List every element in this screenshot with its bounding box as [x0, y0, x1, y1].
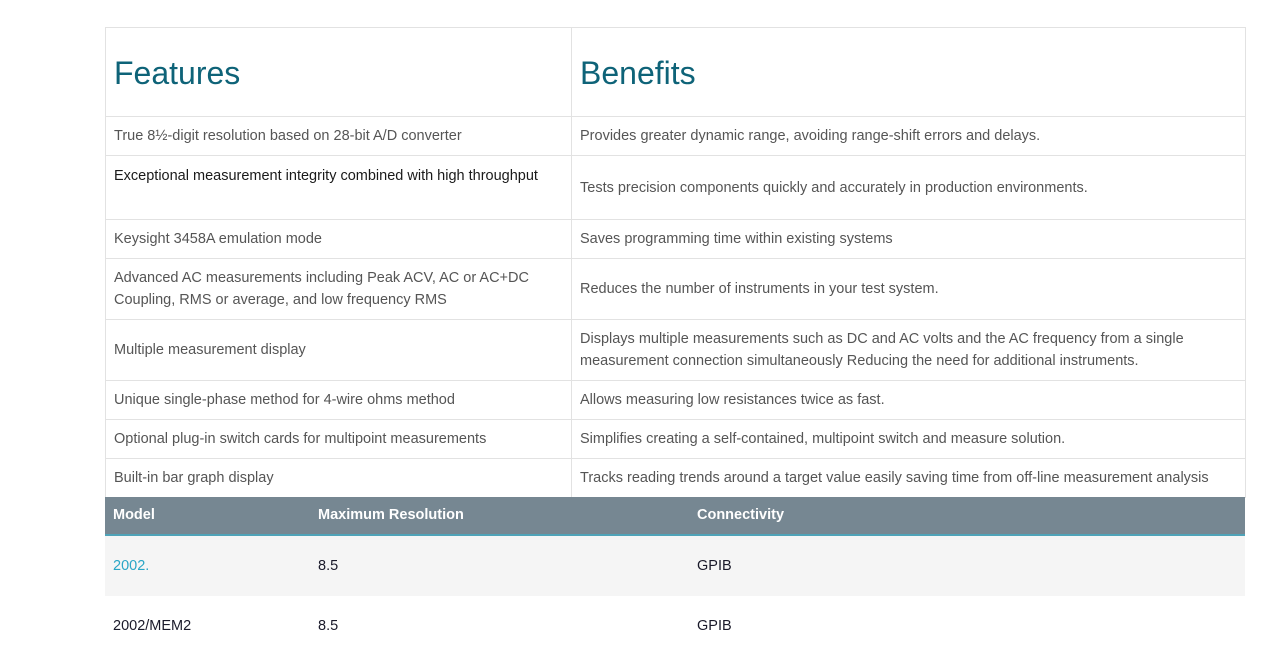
features-benefits-header-row	[106, 28, 1246, 117]
table-row	[106, 320, 1246, 381]
model-cell: 2002/MEM2	[113, 618, 192, 634]
feature-cell: Optional plug-in switch cards for multipoint measurements	[106, 420, 572, 459]
feature-cell: Advanced AC measurements including Peak ACV, AC or AC+DC Coupling, RMS or average, and low frequency RMS	[106, 259, 572, 320]
table-row	[106, 117, 1246, 156]
table-row	[106, 459, 1246, 498]
feature-cell: True 8½-digit resolution based on 28-bit A/D converter	[106, 117, 572, 156]
benefit-cell: Allows measuring low resistances twice as fast.	[572, 381, 1246, 420]
benefit-cell: Saves programming time within existing systems	[572, 220, 1246, 259]
table-row	[106, 156, 1246, 220]
resolution-cell: 8.5	[318, 618, 339, 634]
model-table	[105, 497, 1245, 654]
benefit-cell: Simplifies creating a self-contained, multipoint switch and measure solution.	[572, 420, 1246, 459]
model-table-header	[105, 497, 1245, 536]
column-header-resolution[interactable]: Maximum Resolution	[318, 507, 464, 523]
benefits-heading: Benefits	[572, 28, 1246, 117]
benefit-cell: Reduces the number of instruments in your test system.	[572, 259, 1246, 320]
table-row	[105, 536, 1245, 596]
benefit-cell: Tests precision components quickly and accurately in production environments.	[572, 156, 1246, 220]
benefit-cell: Displays multiple measurements such as DC and AC volts and the AC frequency from a single measurement connection simultaneously Reducing the need for additional instruments.	[572, 320, 1246, 381]
table-row	[105, 596, 1245, 654]
table-row	[106, 381, 1246, 420]
table-row	[106, 259, 1246, 320]
feature-cell: Multiple measurement display	[106, 320, 572, 381]
benefit-cell: Provides greater dynamic range, avoiding range-shift errors and delays.	[572, 117, 1246, 156]
features-benefits-table	[105, 27, 1246, 498]
column-header-connectivity[interactable]: Connectivity	[697, 507, 785, 523]
benefit-cell: Tracks reading trends around a target value easily saving time from off-line measurement analysis	[572, 459, 1246, 498]
feature-cell: Exceptional measurement integrity combined with high throughput	[106, 156, 572, 220]
feature-cell: Built-in bar graph display	[106, 459, 572, 498]
connectivity-cell: GPIB	[697, 558, 732, 574]
table-row	[106, 420, 1246, 459]
resolution-cell: 8.5	[318, 558, 339, 574]
column-header-model[interactable]: Model	[113, 507, 155, 523]
features-heading: Features	[106, 28, 572, 117]
connectivity-cell: GPIB	[697, 618, 732, 634]
feature-cell: Unique single-phase method for 4-wire ohms method	[106, 381, 572, 420]
feature-cell: Keysight 3458A emulation mode	[106, 220, 572, 259]
model-link[interactable]: 2002.	[113, 558, 150, 574]
table-row	[106, 220, 1246, 259]
